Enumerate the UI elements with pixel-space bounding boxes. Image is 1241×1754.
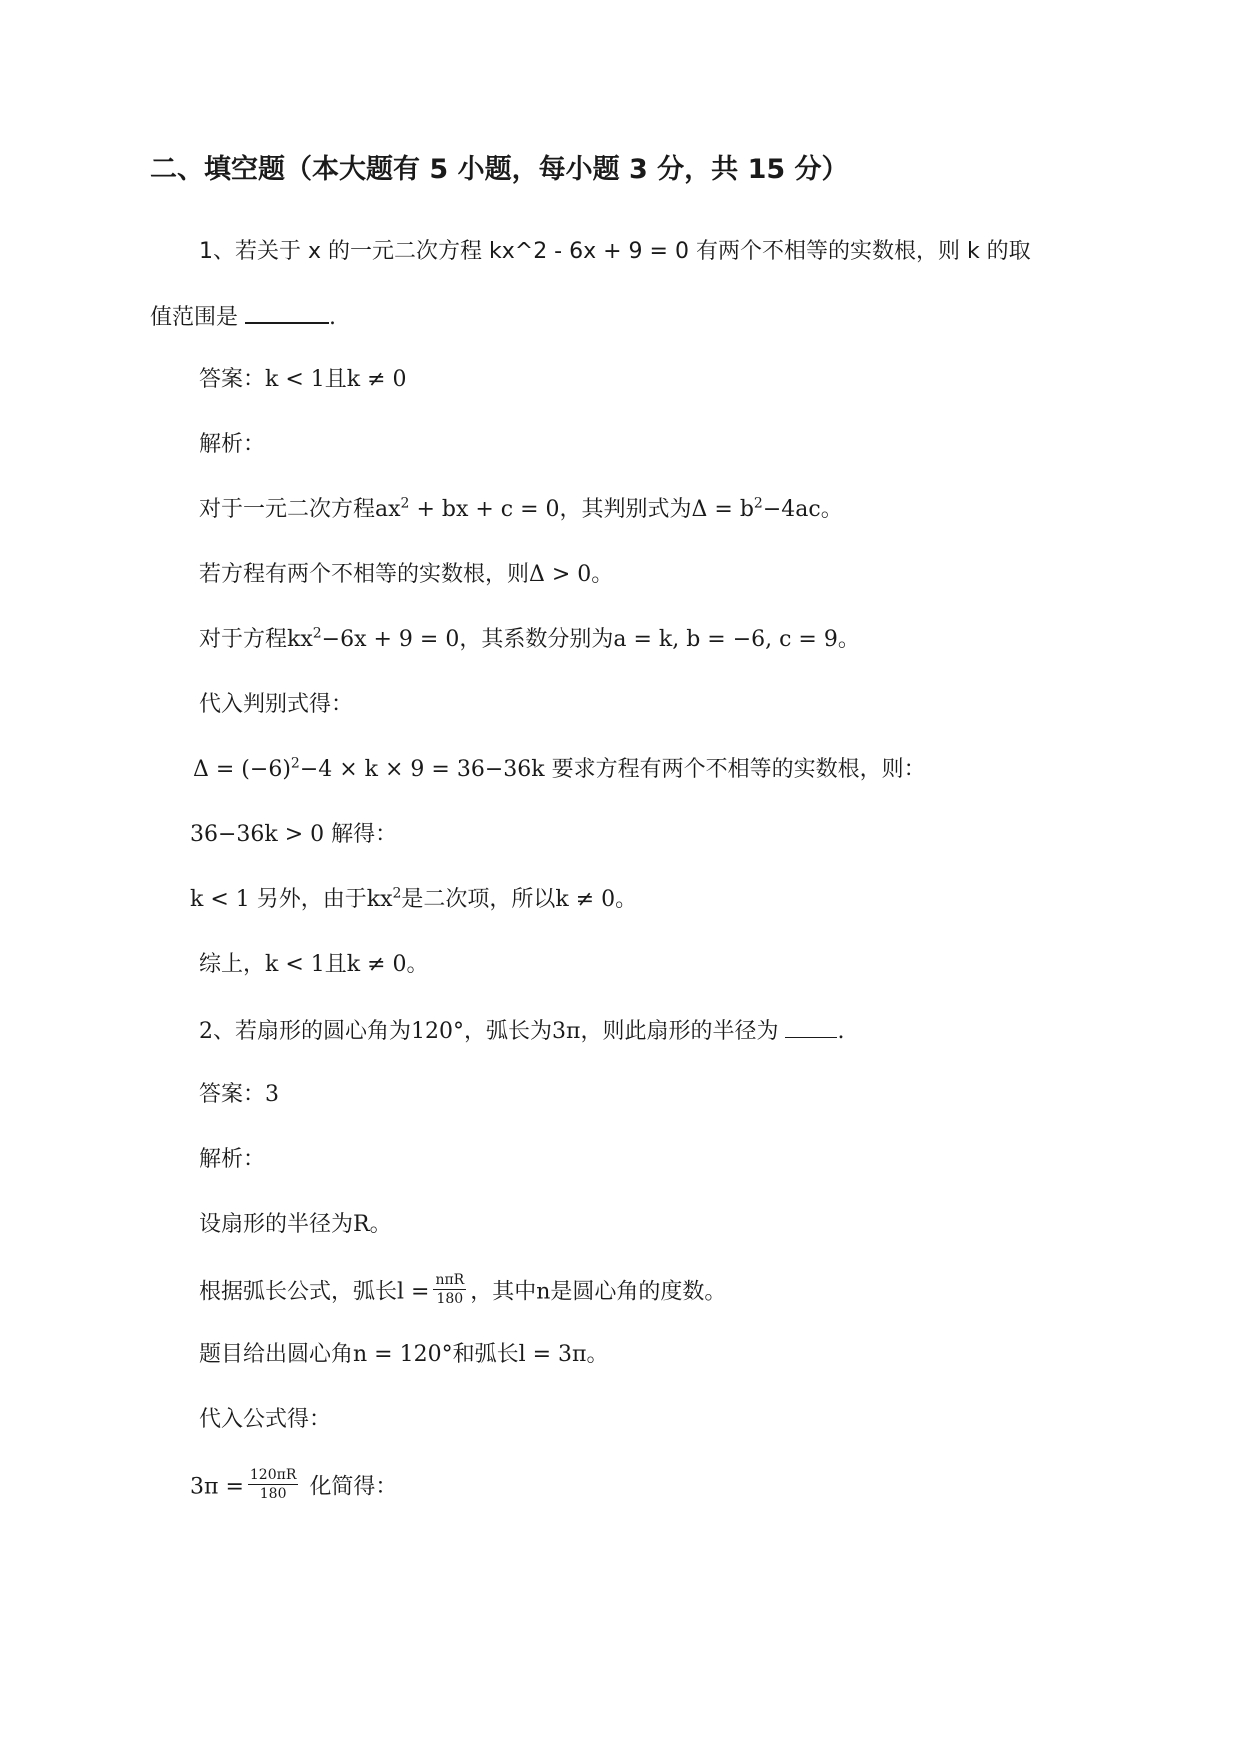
question-1-step-1 [199,495,843,525]
substitution-fraction [248,1467,298,1502]
question-1-line-1: 1、若关于 x 的一元二次方程 kx^2 - 6x + 9 = 0 有两个不相等的实数根，则 k 的取 [199,239,1031,264]
question-1-step-7 [190,885,637,915]
step-5-exponent: 2 [290,755,300,772]
step-1-exponent-2: 2 [753,495,763,512]
step-5-text-a: 3π = [190,1474,244,1500]
question-2-step-4: 代入公式得： [199,1407,332,1432]
question-1-line-2-text: 值范围是 [150,305,245,330]
step-7-text-b: 是二次项，所以k ≠ 0。 [401,887,638,912]
question-2-step-5 [190,1467,398,1505]
step-3-text-b: −6x + 9 = 0，其系数分别为a = k, b = −6, c = 9。 [321,627,860,652]
step-3-exponent: 2 [312,625,322,642]
question-1-step-4: 代入判别式得： [199,692,354,717]
fraction-numerator: nπR [435,1272,465,1288]
question-1-step-5 [193,755,926,785]
step-5-text-b: −4 × k × 9 = 36−36k 要求方程有两个不相等的实数根，则： [299,757,926,782]
step-2-text-a: 根据弧长公式，弧长l = [199,1279,430,1305]
step-7-text-a: k < 1 另外，由于kx [190,887,393,912]
question-1-period: . [329,305,336,330]
question-1-step-2: 若方程有两个不相等的实数根，则Δ > 0。 [199,562,614,587]
question-1-step-3 [199,625,860,655]
question-2-period: . [837,1019,845,1044]
question-1-analysis-label: 解析： [199,432,266,457]
step-1-text-c: −4ac。 [762,497,843,522]
section-title: 二、填空题（本大题有 5 小题，每小题 3 分，共 15 分） [150,154,849,185]
fraction-denominator: 180 [259,1486,287,1502]
fraction-denominator: 180 [436,1291,464,1307]
question-1-conclusion: 综上，k < 1且k ≠ 0。 [199,952,429,977]
question-2-analysis-label: 解析： [199,1147,266,1172]
question-2-answer: 答案：3 [199,1082,279,1107]
step-2-text-b: ，其中n是圆心角的度数。 [470,1279,727,1305]
step-1-text-b: + bx + c = 0，其判别式为Δ = b [409,497,754,522]
question-1-line-2 [150,300,336,333]
question-2-step-3: 题目给出圆心角n = 120°和弧长l = 3π。 [199,1342,609,1367]
answer-blank [785,1015,837,1038]
question-1-answer: 答案：k < 1且k ≠ 0 [199,367,407,392]
question-2-step-1: 设扇形的半径为R。 [199,1212,392,1237]
question-2 [199,1015,844,1047]
step-5-text-b: 化简得： [302,1474,398,1500]
step-5-text-a: Δ = (−6) [193,757,291,782]
step-3-text-a: 对于方程kx [199,627,313,652]
arc-length-fraction [433,1272,466,1307]
fraction-numerator: 120πR [249,1467,297,1483]
question-2-step-2 [199,1272,727,1310]
step-1-text-a: 对于一元二次方程ax [199,497,401,522]
step-7-exponent: 2 [392,885,402,902]
question-1-step-6: 36−36k > 0 解得： [190,822,398,847]
answer-blank [245,300,329,324]
question-2-text: 2、若扇形的圆心角为120°，弧长为3π，则此扇形的半径为 [199,1019,786,1044]
step-1-exponent-1: 2 [400,495,410,512]
